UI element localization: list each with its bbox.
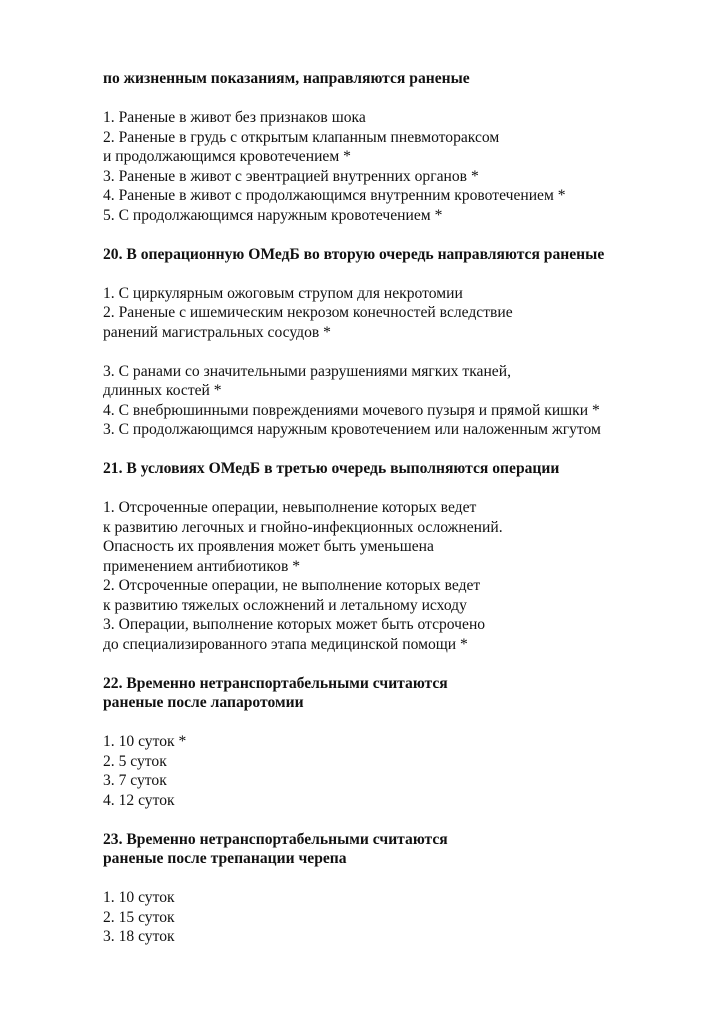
answer-option: 3. С продолжающимся наружным кровотечением или наложенным жгутом	[103, 421, 601, 438]
answer-option: ранений магистральных сосудов *	[103, 323, 331, 341]
answer-option: 2. 5 суток	[103, 752, 167, 770]
answer-option: 2. Раненые в грудь с открытым клапанным пневмотораксом	[103, 128, 500, 146]
answer-option: 1. 10 суток *	[103, 733, 187, 750]
answer-option: 4. С внебрюшинными повреждениями мочевого пузыря и прямой кишки *	[103, 401, 600, 419]
answer-option: 3. 18 суток	[103, 928, 175, 945]
answer-option: 3. С ранами со значительными разрушениями мягких тканей,	[103, 362, 511, 380]
answer-option: до специализированного этапа медицинской помощи *	[103, 635, 468, 653]
question-heading: 23. Временно нетранспортабельными считаются	[103, 830, 448, 848]
answer-option: к развитию легочных и гнойно-инфекционных осложнений.	[103, 518, 503, 536]
question-heading: 21. В условиях ОМедБ в третью очередь выполняются операции	[103, 460, 560, 477]
question-heading: раненые после лапаротомии	[103, 694, 304, 711]
spacer	[103, 264, 703, 284]
answer-option: 1. Отсроченные операции, невыполнение которых ведет	[103, 499, 477, 516]
answer-option: 4. 12 суток	[103, 791, 175, 809]
spacer	[103, 89, 703, 109]
answer-option: к развитию тяжелых осложнений и летальному исходу	[103, 596, 467, 614]
spacer	[103, 810, 703, 830]
answer-option: 2. 15 суток	[103, 908, 175, 926]
spacer	[103, 225, 703, 245]
answer-option: 5. С продолжающимся наружным кровотечением *	[103, 206, 443, 224]
answer-option: применением антибиотиков *	[103, 557, 301, 575]
spacer	[103, 440, 703, 460]
question-heading: по жизненным показаниям, направляются раненые	[103, 70, 470, 87]
answer-option: 3. 7 суток	[103, 772, 167, 789]
answer-option: 4. Раненые в живот с продолжающимся внутренним кровотечением *	[103, 187, 566, 204]
spacer	[103, 479, 703, 499]
answer-option: 3. Операции, выполнение которых может быть отсрочено	[103, 616, 486, 633]
spacer	[103, 654, 703, 674]
question-heading: 20. В операционную ОМедБ во вторую очередь направляются раненые	[103, 245, 605, 263]
document-page	[103, 69, 703, 947]
answer-option: длинных костей *	[103, 382, 222, 399]
question-heading: раненые после трепанации черепа	[103, 850, 347, 867]
question-heading: 22. Временно нетранспортабельными считаются	[103, 674, 448, 692]
answer-option: 3. Раненые в живот с эвентрацией внутренних органов *	[103, 167, 479, 185]
spacer	[103, 713, 703, 733]
answer-option: и продолжающимся кровотечением *	[103, 148, 351, 165]
answer-option: 1. С циркулярным ожоговым струпом для некротомии	[103, 284, 463, 302]
spacer	[103, 342, 703, 362]
answer-option: 2. Отсроченные операции, не выполнение которых ведет	[103, 577, 481, 594]
spacer	[103, 869, 703, 889]
answer-option: 1. 10 суток	[103, 889, 175, 906]
answer-option: Опасность их проявления может быть уменьшена	[103, 538, 434, 555]
answer-option: 1. Раненые в живот без признаков шока	[103, 109, 366, 126]
answer-option: 2. Раненые с ишемическим некрозом конечностей вследствие	[103, 304, 513, 321]
